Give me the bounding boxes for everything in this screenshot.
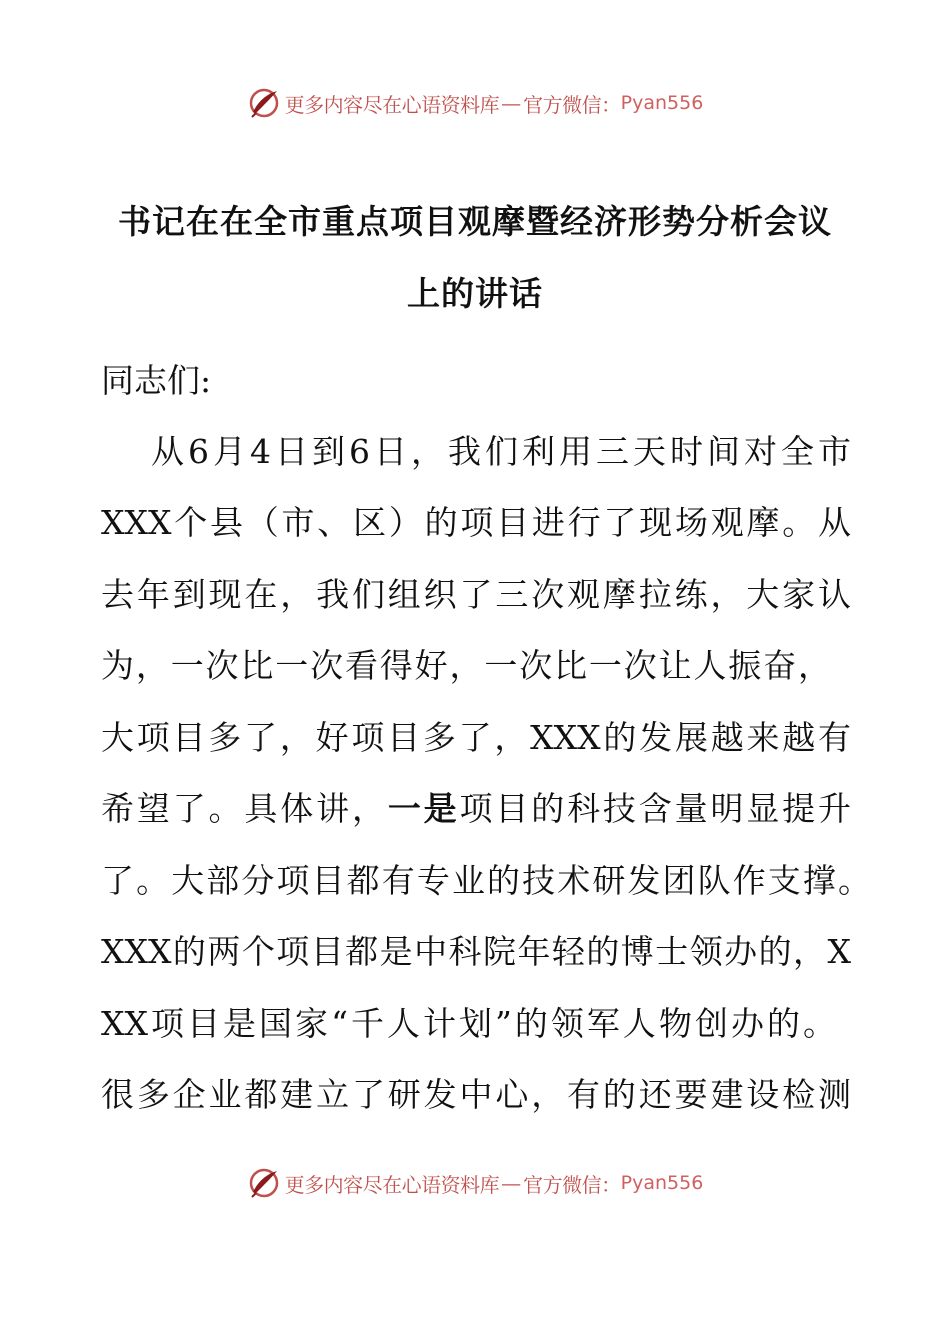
salutation: 同志们: — [101, 361, 212, 400]
body-line-10: 很多企业都建立了研发中心，有的还要建设检测 — [101, 1075, 851, 1114]
body-line-9: XX项目是国家“千人计划”的领军人物创办的。 — [101, 1004, 836, 1043]
quill-logo-icon — [247, 1166, 281, 1200]
body-line-8: XXX的两个项目都是中科院年轻的博士领办的，X — [101, 932, 851, 971]
watermark-dash: — — [501, 91, 522, 115]
footer-watermark — [0, 1163, 950, 1203]
document-title-line-2: 上的讲话 — [407, 274, 543, 313]
watermark-text: 更多内容尽在心语资料库 — [284, 1172, 500, 1197]
header-watermark — [0, 83, 950, 123]
quill-logo-icon — [247, 86, 281, 120]
body-line-6 — [101, 789, 851, 829]
body-line-7: 了。大部分项目都有专业的技术研发团队作支撑。 — [101, 861, 871, 900]
watermark-account: Pyan556 — [620, 1172, 704, 1194]
watermark-text: 更多内容尽在心语资料库 — [284, 92, 500, 117]
body-line-1: 从6月4日到6日，我们利用三天时间对全市 — [151, 432, 851, 471]
watermark-label: 官方微信： — [523, 1172, 621, 1197]
watermark-account: Pyan556 — [620, 92, 704, 114]
watermark-dash: — — [501, 1171, 522, 1195]
document-title-line-1: 书记在在全市重点项目观摩暨经济形势分析会议 — [118, 202, 832, 241]
body-line-4: 为，一次比一次看得好，一次比一次让人振奋， — [101, 646, 831, 685]
body-line-6-before: 希望了。具体讲， — [101, 789, 388, 828]
body-line-2: XXX个县（市、区）的项目进行了现场观摩。从 — [101, 503, 851, 542]
watermark-label: 官方微信： — [523, 92, 621, 117]
body-line-6-emphasis: 一是 — [387, 789, 460, 828]
body-line-3: 去年到现在，我们组织了三次观摩拉练，大家认 — [101, 575, 851, 614]
body-line-6-after: 项目的科技含量明显提升 — [459, 789, 852, 828]
body-line-5: 大项目多了，好项目多了，XXX的发展越来越有 — [101, 718, 851, 757]
